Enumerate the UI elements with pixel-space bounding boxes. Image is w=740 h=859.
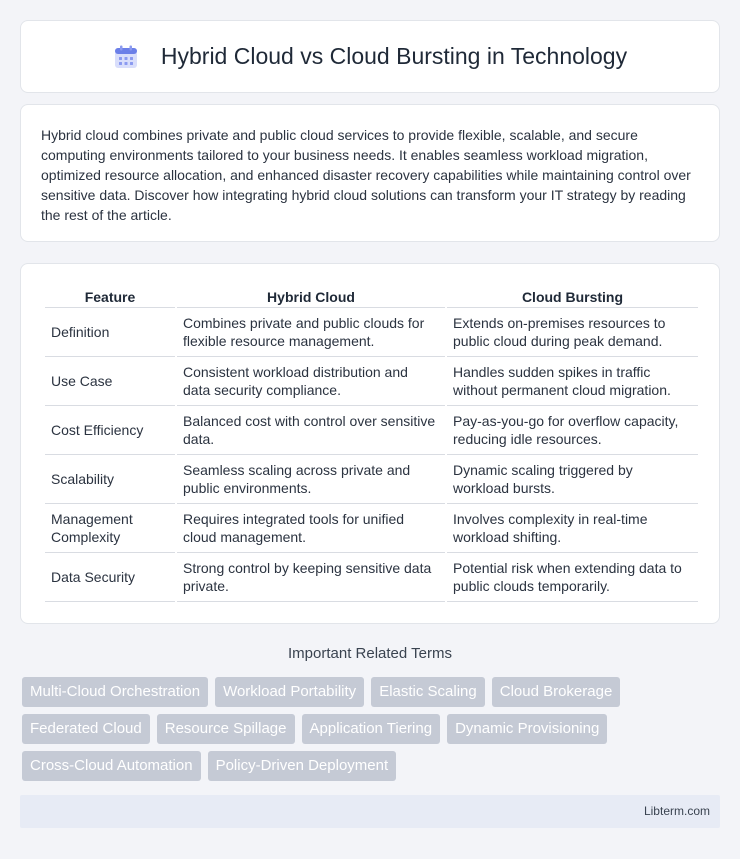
table-row	[45, 406, 698, 455]
footer-site-link[interactable]: Libterm.com	[643, 804, 710, 818]
comparison-table-card	[20, 263, 720, 624]
hybrid-cloud-cell: Requires integrated tools for unified cloud management.	[177, 504, 445, 553]
related-term-tag[interactable]: Application Tiering	[302, 714, 441, 744]
comparison-table	[43, 286, 700, 602]
cloud-bursting-cell: Involves complexity in real-time workload shifting.	[447, 504, 698, 553]
cloud-bursting-cell: Dynamic scaling triggered by workload bursts.	[447, 455, 698, 504]
feature-cell: Use Case	[45, 357, 175, 406]
hybrid-cloud-cell: Strong control by keeping sensitive data private.	[177, 553, 445, 602]
title-card	[20, 20, 720, 93]
related-term-tag[interactable]: Elastic Scaling	[371, 677, 485, 707]
intro-text: Hybrid cloud combines private and public cloud services to provide flexible, scalable, and secure computing environments tailored to your business needs. It enables seamless workload migration, optimized resource allocation, and enhanced disaster recovery capabilities while maintaining control over sensitive data. Discover how integrating hybrid cloud solutions can transform your IT strategy by reading the rest of the article.	[41, 127, 691, 223]
feature-cell: Cost Efficiency	[45, 406, 175, 455]
related-term-tag[interactable]: Workload Portability	[215, 677, 364, 707]
related-term-tag[interactable]: Resource Spillage	[157, 714, 295, 744]
related-terms-heading: Important Related Terms	[288, 645, 452, 662]
calendar-icon	[113, 44, 139, 70]
hybrid-cloud-cell: Combines private and public clouds for flexible resource management.	[177, 308, 445, 357]
feature-cell: Management Complexity	[45, 504, 175, 553]
table-header-row	[45, 286, 698, 308]
related-term-tag[interactable]: Cloud Brokerage	[492, 677, 621, 707]
related-term-tag[interactable]: Multi-Cloud Orchestration	[22, 677, 208, 707]
related-term-tag[interactable]: Cross-Cloud Automation	[22, 751, 201, 781]
table-row	[45, 455, 698, 504]
hybrid-cloud-cell: Seamless scaling across private and public environments.	[177, 455, 445, 504]
cloud-bursting-cell: Potential risk when extending data to public clouds temporarily.	[447, 553, 698, 602]
cloud-bursting-cell: Handles sudden spikes in traffic without permanent cloud migration.	[447, 357, 698, 406]
header-feature: Feature	[45, 286, 175, 308]
header-cloud-bursting: Cloud Bursting	[447, 286, 698, 308]
related-term-tag[interactable]: Policy-Driven Deployment	[208, 751, 397, 781]
table-row	[45, 357, 698, 406]
related-term-tag[interactable]: Federated Cloud	[22, 714, 150, 744]
cloud-bursting-cell: Extends on-premises resources to public cloud during peak demand.	[447, 308, 698, 357]
related-term-tag[interactable]: Dynamic Provisioning	[447, 714, 607, 744]
hybrid-cloud-cell: Consistent workload distribution and data security compliance.	[177, 357, 445, 406]
cloud-bursting-cell: Pay-as-you-go for overflow capacity, reducing idle resources.	[447, 406, 698, 455]
table-row	[45, 504, 698, 553]
feature-cell: Scalability	[45, 455, 175, 504]
table-row	[45, 308, 698, 357]
feature-cell: Definition	[45, 308, 175, 357]
hybrid-cloud-cell: Balanced cost with control over sensitive data.	[177, 406, 445, 455]
table-row	[45, 553, 698, 602]
related-terms-list	[22, 677, 722, 788]
footer	[20, 795, 720, 828]
header-hybrid-cloud: Hybrid Cloud	[177, 286, 445, 308]
intro-card	[20, 104, 720, 242]
page-title: Hybrid Cloud vs Cloud Bursting in Technology	[160, 43, 628, 69]
feature-cell: Data Security	[45, 553, 175, 602]
